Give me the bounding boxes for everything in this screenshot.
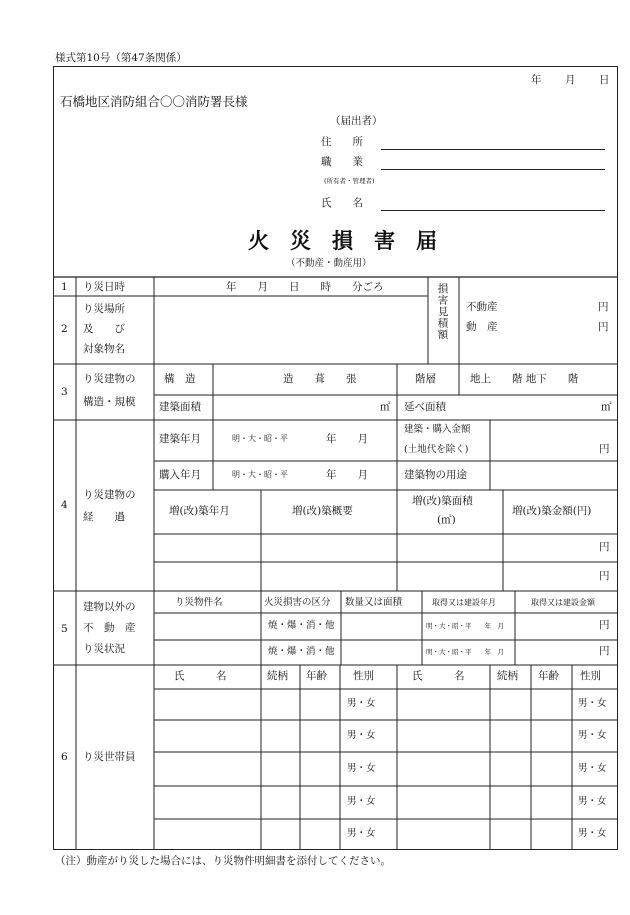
realestate-label: 不動産 [466, 301, 498, 313]
addressee: 石橋地区消防組合〇〇消防署長様 [60, 94, 248, 109]
sex-choice[interactable]: 男・女 [578, 828, 607, 839]
row3-label-2: 構造・規模 [83, 396, 136, 408]
col-extension-area-2: (㎡) [437, 514, 456, 526]
structure-label: 構 造 [164, 373, 196, 385]
row4-label-2: 経 過 [83, 511, 125, 523]
row3-label-1: り災建物の [83, 373, 136, 385]
extension-yen-1: 円 [599, 541, 610, 553]
floors-values[interactable]: 地上 階 地下 階 [470, 373, 579, 385]
price-label-2: (土地代を除く) [404, 444, 469, 455]
sex-choice[interactable]: 男・女 [347, 796, 376, 807]
row5-yen-1: 円 [599, 619, 610, 631]
notifier-label: （届出者） [330, 115, 383, 127]
damage-type-values-2[interactable]: 焼・爆・消・他 [268, 646, 335, 657]
date-day-label: 日 [599, 74, 610, 86]
col-acquire-date: 取得又は建設年月 [432, 598, 496, 607]
row2-label-3: 対象物名 [83, 343, 125, 355]
row4-label-1: り災建物の [83, 489, 136, 501]
row5-label-2: 不 動 産 [83, 622, 136, 634]
sex-choice[interactable]: 男・女 [347, 763, 376, 774]
col-relation-right: 続柄 [497, 670, 518, 682]
footnote: （注）動産がり災した場合には、り災物件明細書を添付してください。 [55, 855, 391, 867]
name-label: 氏 名 [321, 197, 363, 209]
sex-choice[interactable]: 男・女 [578, 796, 607, 807]
built-era[interactable]: 明・大・昭・平 [232, 434, 288, 443]
form-subtitle: （不動産・動産用） [286, 258, 372, 269]
form-number: 様式第10号（第47条関係） [55, 52, 187, 64]
era-values-2[interactable]: 明・大・昭・平 年 月 [426, 648, 504, 656]
row5-label-1: 建物以外の [83, 601, 136, 613]
sex-choice[interactable]: 男・女 [578, 698, 607, 709]
date-year-label: 年 [531, 74, 542, 86]
purchase-era[interactable]: 明・大・昭・平 [232, 470, 288, 479]
built-ym[interactable]: 年 月 [326, 433, 368, 445]
purchase-ym[interactable]: 年 月 [326, 469, 368, 481]
col-member-name-left: 氏 名 [174, 670, 227, 682]
row1-datetime[interactable]: 年 月 日 時 分ごろ [226, 281, 384, 293]
row5-label-3: り災状況 [83, 643, 125, 655]
col-damaged-item: り災物件名 [175, 597, 223, 608]
row2-number: 2 [61, 323, 68, 335]
purchase-date-label: 購入年月 [159, 469, 201, 481]
price-label-1: 建築・購入金額 [404, 424, 471, 435]
total-area-unit: ㎡ [601, 401, 612, 413]
row1-number: 1 [61, 281, 68, 293]
col-relation-left: 続柄 [267, 670, 288, 682]
price-yen: 円 [599, 443, 610, 455]
damage-type-values-1[interactable]: 焼・爆・消・他 [268, 620, 335, 631]
movable-yen: 円 [598, 321, 609, 333]
structure-values[interactable]: 造 葺 張 [283, 373, 357, 385]
sex-choice[interactable]: 男・女 [578, 763, 607, 774]
col-member-name-right: 氏 名 [412, 670, 465, 682]
row6-label: り災世帯員 [83, 751, 136, 763]
row3-number: 3 [61, 386, 68, 398]
total-area-label: 延べ面積 [404, 401, 446, 413]
col-extension-date: 増(改)築年月 [169, 505, 230, 517]
row5-number: 5 [61, 623, 68, 635]
row4-number: 4 [61, 499, 68, 511]
row2-label-2: 及 び [83, 323, 125, 335]
col-age-right: 年齢 [538, 670, 559, 682]
movable-label: 動 産 [466, 321, 498, 333]
col-extension-area-1: 増(改)築面積 [412, 495, 473, 507]
occupation-label: 職 業 [321, 156, 363, 168]
row5-yen-2: 円 [599, 645, 610, 657]
building-area-label: 建築面積 [159, 401, 201, 413]
floors-label: 階層 [415, 373, 436, 385]
row1-label: り災日時 [83, 281, 125, 293]
col-sex-right: 性別 [580, 670, 601, 682]
date-month-label: 月 [565, 74, 576, 86]
col-quantity: 数量又は面積 [345, 597, 403, 608]
col-age-left: 年齢 [306, 670, 327, 682]
row2-label-1: り災場所 [83, 303, 125, 315]
col-extension-summary: 増(改)築概要 [292, 505, 353, 517]
loss-estimate-label: 損害見積額 [436, 283, 449, 341]
address-label: 住 所 [321, 136, 363, 148]
sex-choice[interactable]: 男・女 [347, 828, 376, 839]
col-sex-left: 性別 [353, 670, 374, 682]
realestate-yen: 円 [598, 301, 609, 313]
sex-choice[interactable]: 男・女 [347, 698, 376, 709]
usage-label: 建築物の用途 [404, 469, 467, 481]
owner-note: (所有者・管理者) [324, 177, 375, 185]
sex-choice[interactable]: 男・女 [347, 730, 376, 741]
row6-number: 6 [61, 751, 68, 763]
built-date-label: 建築年月 [159, 433, 201, 445]
sex-choice[interactable]: 男・女 [578, 730, 607, 741]
building-area-unit: ㎡ [380, 401, 391, 413]
extension-yen-2: 円 [599, 570, 610, 582]
col-damage-type: 火災損害の区分 [264, 597, 331, 608]
form-title: 火 災 損 害 届 [248, 228, 437, 253]
col-acquire-price: 取得又は建設金額 [531, 598, 595, 607]
col-extension-amount: 増(改)築金額(円) [512, 505, 592, 517]
era-values-1[interactable]: 明・大・昭・平 年 月 [426, 622, 504, 630]
